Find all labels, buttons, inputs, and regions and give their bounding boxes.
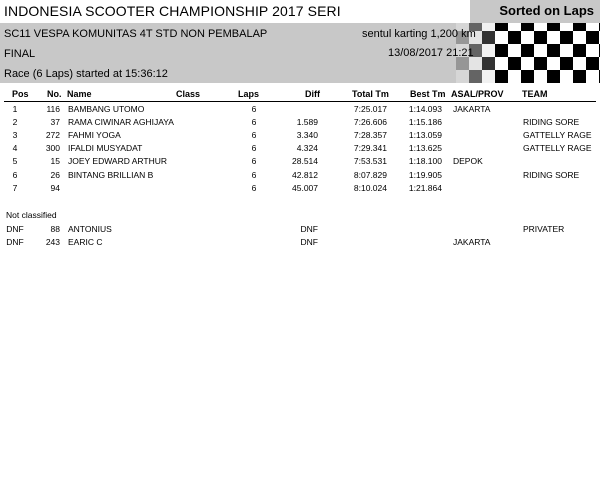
col-no: No. xyxy=(47,89,62,99)
cell-no: 243 xyxy=(45,236,60,247)
cell-best: 1:13.059 xyxy=(408,130,442,141)
cell-best: 1:19.905 xyxy=(408,169,442,180)
event-title: INDONESIA SCOOTER CHAMPIONSHIP 2017 SERI xyxy=(4,3,341,19)
cell-no: 300 xyxy=(45,143,60,154)
cell-total: 7:29.341 xyxy=(353,143,387,154)
cell-total: 7:28.357 xyxy=(353,130,387,141)
race-start-info: Race (6 Laps) started at 15:36:12 xyxy=(4,68,168,80)
table-row xyxy=(0,183,600,196)
cell-asal: JAKARTA xyxy=(453,236,491,247)
col-class: Class xyxy=(176,89,201,99)
cell-no: 88 xyxy=(50,224,60,234)
table-row xyxy=(0,117,600,130)
cell-pos: DNF xyxy=(6,224,24,234)
col-asal: ASAL/PROV xyxy=(451,89,504,99)
race-session: FINAL xyxy=(4,48,36,60)
cell-laps: 6 xyxy=(251,156,257,167)
cell-name: BINTANG BRILLIAN B xyxy=(68,169,154,180)
cell-pos: 6 xyxy=(12,169,18,180)
cell-diff: 1.589 xyxy=(296,117,318,128)
table-row xyxy=(0,104,600,117)
cell-name: RAMA CIWINAR AGHIJAYA xyxy=(68,117,174,128)
col-diff: Diff xyxy=(305,89,320,99)
cell-team: RIDING SORE xyxy=(523,117,580,128)
cell-pos: 1 xyxy=(12,104,18,114)
cell-pos: 4 xyxy=(12,143,18,154)
cell-team: GATTELLY RAGE xyxy=(523,143,592,154)
table-row xyxy=(0,237,600,250)
cell-best: 1:13.625 xyxy=(408,143,442,154)
cell-diff: DNF xyxy=(300,236,318,247)
cell-diff: 3.340 xyxy=(296,130,318,141)
cell-no: 26 xyxy=(50,169,60,180)
col-name: Name xyxy=(67,89,92,99)
race-date: 13/08/2017 21:21 xyxy=(388,47,474,59)
track-info: sentul karting 1,200 km xyxy=(362,28,476,40)
cell-team: RIDING SORE xyxy=(523,169,580,180)
table-row xyxy=(0,156,600,169)
table-row xyxy=(0,224,600,237)
cell-pos: 5 xyxy=(12,156,18,167)
cell-diff: 28.514 xyxy=(292,156,318,167)
cell-asal: DEPOK xyxy=(453,156,483,167)
cell-pos: DNF xyxy=(6,236,24,247)
cell-laps: 6 xyxy=(251,117,257,128)
cell-name: ANTONIUS xyxy=(68,224,112,234)
cell-asal: JAKARTA xyxy=(453,104,491,114)
cell-pos: 3 xyxy=(12,130,18,141)
cell-laps: 6 xyxy=(251,130,257,141)
col-pos: Pos xyxy=(12,89,29,99)
cell-pos: 7 xyxy=(12,182,18,193)
cell-name: JOEY EDWARD ARTHUR xyxy=(68,156,168,167)
cell-total: 7:53.531 xyxy=(353,156,387,167)
table-row xyxy=(0,170,600,183)
col-total: Total Tm xyxy=(352,89,389,99)
race-class: SC11 VESPA KOMUNITAS 4T STD NON PEMBALAP xyxy=(4,28,268,40)
cell-name: BAMBANG UTOMO xyxy=(68,104,145,114)
cell-best: 1:18.100 xyxy=(408,156,442,167)
cell-team: GATTELLY RAGE xyxy=(523,130,592,141)
cell-diff: 42.812 xyxy=(292,169,318,180)
cell-diff: DNF xyxy=(300,224,318,234)
cell-laps: 6 xyxy=(251,182,257,193)
header-divider xyxy=(4,101,596,102)
cell-laps: 6 xyxy=(251,143,257,154)
cell-best: 1:21.864 xyxy=(408,182,442,193)
cell-name: IFALDI MUSYADAT xyxy=(68,143,143,154)
cell-best: 1:14.093 xyxy=(408,104,442,114)
cell-laps: 6 xyxy=(251,104,257,114)
title-bar xyxy=(0,0,600,23)
race-info-band xyxy=(0,23,600,83)
cell-total: 8:07.829 xyxy=(353,169,387,180)
cell-no: 15 xyxy=(50,156,60,167)
cell-team: PRIVATER xyxy=(523,224,565,234)
not-classified-label: Not classified xyxy=(6,210,57,220)
col-laps: Laps xyxy=(238,89,260,99)
cell-total: 7:26.606 xyxy=(353,117,387,128)
cell-diff: 45.007 xyxy=(292,182,318,193)
cell-pos: 2 xyxy=(12,117,18,128)
cell-best: 1:15.186 xyxy=(408,117,442,128)
cell-diff: 4.324 xyxy=(296,143,318,154)
cell-no: 37 xyxy=(50,117,60,128)
cell-total: 7:25.017 xyxy=(353,104,387,114)
cell-name: FAHMI YOGA xyxy=(68,130,121,141)
table-row xyxy=(0,143,600,156)
cell-laps: 6 xyxy=(251,169,257,180)
col-team: TEAM xyxy=(522,89,548,99)
cell-name: EARIC C xyxy=(68,236,103,247)
col-best: Best Tm xyxy=(410,89,446,99)
cell-no: 272 xyxy=(45,130,60,141)
table-row xyxy=(0,130,600,143)
cell-no: 116 xyxy=(46,104,60,114)
cell-no: 94 xyxy=(50,182,60,193)
cell-total: 8:10.024 xyxy=(353,182,387,193)
sorted-label: Sorted on Laps xyxy=(470,0,600,23)
